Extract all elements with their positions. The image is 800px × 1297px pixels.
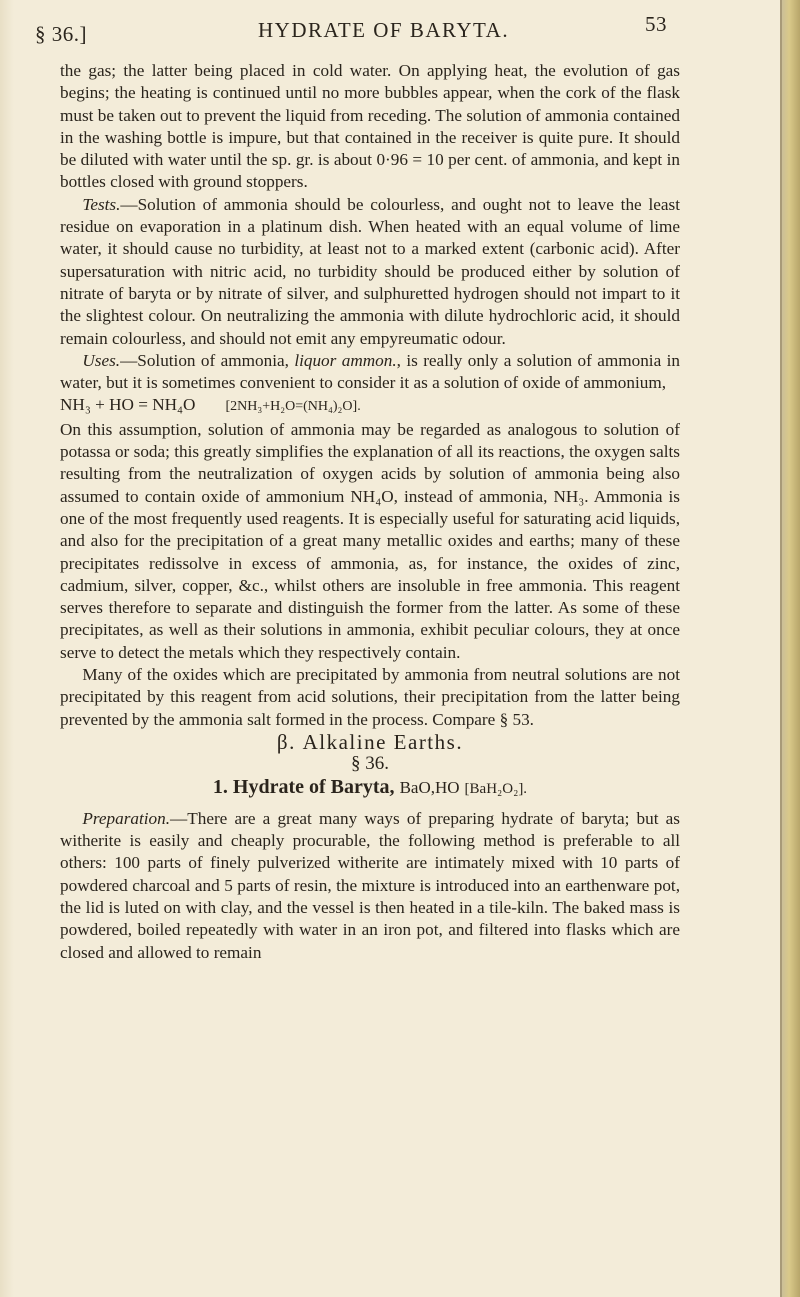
preparation-text: —There are a great many ways of preparing hydrate of baryta; but as witherite is easily and cheaply procurable, the following method is preferable to all others: 100 parts of finely pulverized witherite are intimately mixed with 10 parts of powdered charcoal and 5 parts of resin, the mixture is introduced into an earthenware pot, the lid is luted on with clay, and the vessel is then heated in a tile-kiln. The baked mass is powdered, boiled repeatedly with water in an iron pot, and filtered into flasks which are closed and allowed to remain <box>60 808 680 962</box>
section-number: § 36. <box>351 753 389 775</box>
running-header <box>35 12 667 46</box>
formula-old: NH₃ + HO = NH₄O <box>60 395 196 415</box>
formula-new: [2NH₃+H₂O=(NH₄)₂O]. <box>225 399 361 415</box>
paragraph-gas: the gas; the latter being placed in cold water. On applying heat, the evolution of gas begins; the heating is continued until no more bubbles appear, when the cork of the flask must be taken out to prevent the liquid from receding. The solution of ammonia contained in the washing bottle is impure, but that contained in the receiver is quite pure. It should be diluted with water until the sp. gr. is about 0·96 = 10 per cent. of ammonia, and kept in bottles closed with ground stoppers. <box>60 61 680 192</box>
paragraph-oxides: Many of the oxides which are precipitated by ammonia from neutral solutions are not precipitated by this reagent from acid solutions, their precipitation from the latter being prevented by the ammonia salt formed in the process. Compare § 53. <box>60 665 680 729</box>
uses-label: Uses. <box>82 350 121 370</box>
tests-label: Tests. <box>82 194 121 214</box>
uses-italic: liquor ammon. <box>294 350 397 370</box>
paragraph-preparation <box>60 808 680 964</box>
tests-text: —Solution of ammonia should be colourless, and ought not to leave the least residue on evaporation in a platinum dish. When heated with an equal volume of lime water, it should cause no turbidity, at least not to a marked extent (carbonic acid). After supersaturation with nitric acid, no turbidity should be produced either by solution of nitrate of baryta or by nitrate of silver, and sulphuretted hydrogen should not impart to it the slightest colour. On neutralizing the ammonia with dilute hydrochloric acid, it should remain colourless, and should not emit any empyreumatic odour. <box>60 194 680 348</box>
subsection-formula-old: BaO,HO <box>399 777 460 797</box>
paragraph-assumption: On this assumption, solution of ammonia may be regarded as analogous to solution of potassa or soda; this greatly simplifies the explanation of all its reactions, the oxygen salts resulting from the neutralization of oxygen acids by solution of ammonia being also assumed to contain oxide of ammonium NH₄O, instead of ammonia, NH₃. Ammonia is one of the most frequently used reagents. It is especially useful for saturating acid liquids, and also for the precipitation of a great many metallic oxides and earths; many of these precipitates redissolve in excess of ammonia, as, for instance, the oxides of zinc, cadmium, silver, copper, &c., whilst others are insoluble in free ammonia. This reagent serves therefore to separate and distinguish the former from the latter. As some of these precipitates, as well as their solutions in ammonia, exhibit peculiar colours, they at once serve to detect the metals which they respectively contain. <box>60 419 680 662</box>
header-section: § 36.] <box>35 22 87 46</box>
subsection-formula-new: [BaH₂O₂]. <box>464 780 528 797</box>
preparation-label: Preparation. <box>82 808 171 828</box>
header-title: HYDRATE OF BARYTA. <box>258 18 510 42</box>
subsection-title: 1. Hydrate of Baryta, <box>212 775 395 798</box>
body-text <box>60 60 680 964</box>
page-edge <box>782 0 800 1297</box>
paragraph-tests <box>60 194 680 350</box>
ammonium-formula <box>60 394 680 418</box>
uses-text-a: —Solution of ammonia, <box>120 350 295 370</box>
paragraph-uses <box>60 350 680 395</box>
page-gutter <box>0 0 14 1297</box>
subsection-heading <box>60 776 680 800</box>
page-number: 53 <box>645 12 667 36</box>
section-heading-alkaline-earths: β. Alkaline Earths. <box>276 729 464 754</box>
uses-text-b: , is really only a solution of ammonia in water, but it is sometimes convenient to consider it as a solution of oxide of ammonium, <box>60 350 680 393</box>
